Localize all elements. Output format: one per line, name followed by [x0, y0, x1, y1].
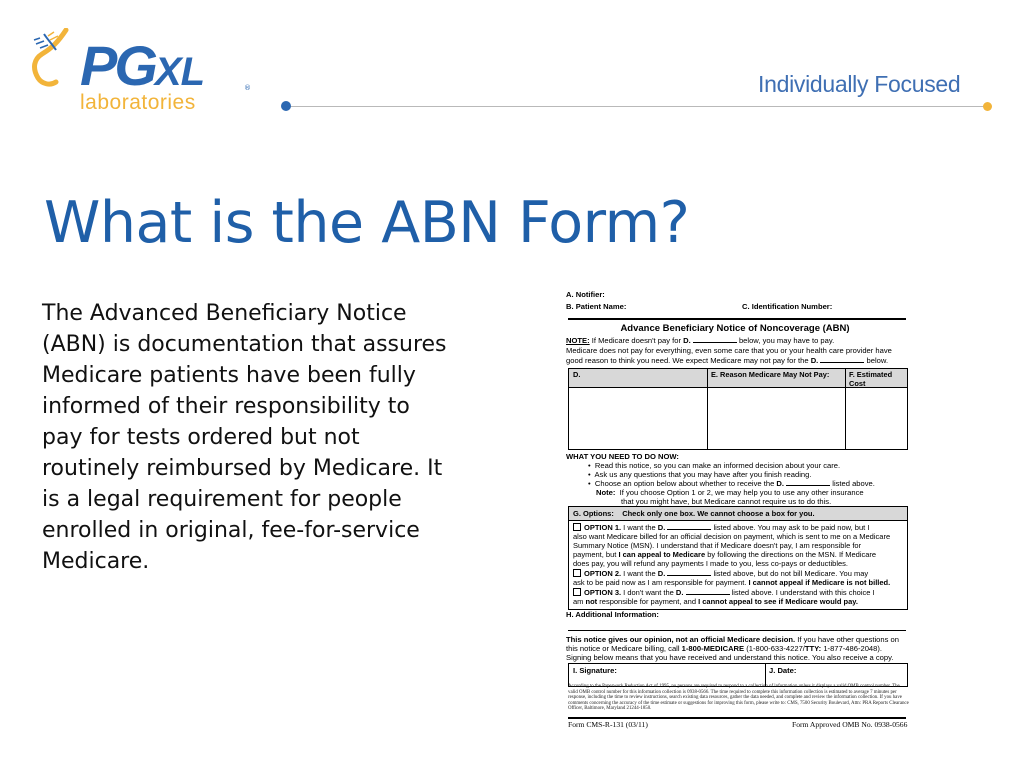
signature-divider: [765, 664, 766, 686]
note-text: good reason to think you need. We expect Medicare may not pay for the: [566, 356, 811, 365]
bullet-item: • Ask us any questions that you may have after you finish reading.: [588, 470, 812, 479]
checkbox-option-3: [573, 588, 581, 596]
divider-dot-left: [281, 101, 291, 111]
note-text: below.: [864, 356, 889, 365]
checkbox-option-1: [573, 523, 581, 531]
form-title: Advance Beneficiary Notice of Noncoverage (ABN): [620, 323, 850, 334]
notice-text: this notice or Medicare billing, call: [566, 644, 682, 653]
option-3-line-1: [573, 588, 875, 597]
note2-text: If you choose Option 1 or 2, we may help you to use any other insurance: [619, 488, 864, 497]
opt-label: OPTION 3.: [584, 588, 622, 597]
opt-text: I want the: [621, 569, 658, 578]
opt-text: payment, but: [573, 550, 619, 559]
blank-line: [693, 336, 737, 343]
notice-bold: 1-800-MEDICARE: [681, 644, 745, 653]
bullet-item: • Choose an option below about whether to receive the D. listed above.: [588, 479, 875, 488]
bullet-d: D.: [776, 479, 785, 488]
signature-label: I. Signature:: [573, 666, 617, 675]
form-patient-name: B. Patient Name:: [566, 302, 627, 311]
blank-line: [667, 569, 711, 576]
opt-d: D.: [657, 523, 666, 532]
opt-text: listed above, but do not bill Medicare. You may: [711, 569, 869, 578]
opt-bold: I can appeal to Medicare: [618, 550, 706, 559]
note2-label: Note:: [596, 488, 616, 497]
services-table: [568, 368, 908, 450]
option-1-line-5: does pay, you will refund any payments I made to you, less co-pays or deductibles.: [573, 559, 849, 568]
note-d: D.: [810, 356, 819, 365]
header-divider: [288, 106, 986, 107]
note-text: If Medicare doesn't pay for: [591, 336, 684, 345]
option-2-line-1: [573, 569, 868, 578]
col-d-header: D.: [573, 370, 581, 379]
notice-bold: This notice gives our opinion, not an official Medicare decision.: [566, 635, 796, 644]
option-1-line-3: Summary Notice (MSN). I understand that if Medicare doesn't pay, I am responsible for: [573, 541, 862, 550]
option-1-line-2: also want Medicare billed for an official decision on payment, which is sent to me on a Medicare: [573, 532, 891, 541]
options-label: G. Options:: [573, 509, 614, 518]
opt-text: I want the: [621, 523, 658, 532]
opt-d: D.: [675, 588, 684, 597]
slide-body-text: The Advanced Beneficiary Notice (ABN) is documentation that assures Medicare patients have been fully informed of their responsibility to pay for tests ordered but not routinely reimbursed by Medicare. It is a legal requirement for people enrolled in original, fee-for-service Medicare.: [42, 301, 447, 574]
note-label: NOTE:: [566, 336, 590, 345]
paperwork-fine-print: According to the Paperwork Reduction Act of 1995, no persons are required to respond to a collection of information unless it displays a valid OMB control number. The valid OMB control number for this information collection is 0938-0566. The time required to complete this information collection is estimated to average 7 minutes per response, including the time to review instructions, search existing data resources, gather the data needed, and complete and review the information collection. If you have comments concerning the accuracy of the time estimate or suggestions for improving this form, please write to: CMS, 7500 Security Boulevard, Attn: PRA Reports Clearance Officer, Baltimore, Maryland 21244-1850.: [568, 684, 909, 712]
slide-title: What is the ABN Form?: [44, 190, 690, 256]
notice-text: 1-877-486-2048).: [821, 644, 883, 653]
blank-line: [820, 356, 864, 363]
form-notifier: A. Notifier:: [566, 290, 605, 299]
opt-d: D.: [657, 569, 666, 578]
pgxl-logo: [28, 28, 258, 118]
abn-form-image: [566, 288, 912, 732]
tagline: Individually Focused: [758, 71, 961, 97]
logo-xl-text: XL: [154, 50, 205, 94]
form-note-line-2: Medicare does not pay for everything, even some care that you or your health care provider have: [566, 346, 892, 355]
notice-bold: TTY:: [804, 644, 822, 653]
opt-bold: I cannot appeal if Medicare is not billed.: [748, 578, 891, 587]
note-d: D.: [683, 336, 691, 345]
form-id-number: C. Identification Number:: [742, 302, 833, 311]
options-heading: [573, 509, 815, 518]
opt-label: OPTION 1.: [584, 523, 622, 532]
col-f-header: F. Estimated Cost: [849, 370, 893, 388]
logo-laboratories-text: laboratories: [80, 91, 196, 114]
note-text: below, you may have to pay.: [736, 336, 835, 345]
opt-bold: not: [585, 597, 598, 606]
bullet-text: Choose an option below about whether to receive the: [594, 479, 777, 488]
opt-bold: I cannot appeal to see if Medicare would pay.: [698, 597, 858, 606]
opt-text: ask to be paid now as I am responsible for payment.: [573, 578, 749, 587]
options-instruction: Check only one box. We cannot choose a box for you.: [622, 509, 815, 518]
option-2-line-2: [573, 578, 890, 587]
additional-info-label: H. Additional Information:: [566, 610, 659, 619]
bullet-text: Read this notice, so you can make an informed decision about your care.: [594, 461, 841, 470]
opt-text: listed above. You may ask to be paid now, but I: [711, 523, 870, 532]
options-box: [568, 506, 908, 610]
opt-text: responsible for payment, and: [597, 597, 699, 606]
what-to-do-heading: WHAT YOU NEED TO DO NOW:: [566, 452, 679, 461]
col-e-header: E. Reason Medicare May Not Pay:: [711, 370, 830, 379]
omb-number: Form Approved OMB No. 0938-0566: [792, 720, 908, 729]
bullet-text: listed above.: [830, 479, 875, 488]
form-note-line-1: [566, 336, 834, 346]
registered-mark: ®: [244, 84, 251, 92]
opt-text: am: [573, 597, 586, 606]
form-top-rule: [568, 318, 906, 320]
notice-text: (1-800-633-4227/: [744, 644, 805, 653]
notice-text: If you have other questions on: [795, 635, 899, 644]
table-divider: [845, 369, 846, 449]
blank-line: [786, 479, 830, 486]
option-1-line-1: [573, 523, 869, 532]
opt-label: OPTION 2.: [584, 569, 622, 578]
opt-text: I don't want the: [621, 588, 676, 597]
form-number: Form CMS-R-131 (03/11): [568, 720, 648, 729]
option-3-line-2: [573, 597, 858, 606]
form-bottom-rule: [568, 717, 906, 719]
form-rule: [568, 630, 906, 631]
table-divider: [707, 369, 708, 449]
bullet-text: Ask us any questions that you may have after you finish reading.: [594, 470, 812, 479]
dna-helix-icon: [28, 28, 78, 90]
checkbox-option-2: [573, 569, 581, 577]
form-note-line-3: [566, 356, 888, 366]
bullet-item: • Read this notice, so you can make an informed decision about your care.: [588, 461, 841, 470]
blank-line: [686, 588, 730, 595]
notice-line-3: Signing below means that you have received and understand this notice. You also receive a copy.: [566, 653, 894, 662]
date-label: J. Date:: [769, 666, 797, 675]
logo-pg-text: PG: [80, 34, 155, 97]
divider-dot-right: [983, 102, 992, 111]
note2-line-2: that you might have, but Medicare cannot require us to do this.: [621, 497, 832, 506]
option-1-line-4: [573, 550, 876, 559]
opt-text: by following the directions on the MSN. If Medicare: [705, 550, 877, 559]
blank-line: [667, 523, 711, 530]
opt-text: listed above. I understand with this choice I: [729, 588, 875, 597]
